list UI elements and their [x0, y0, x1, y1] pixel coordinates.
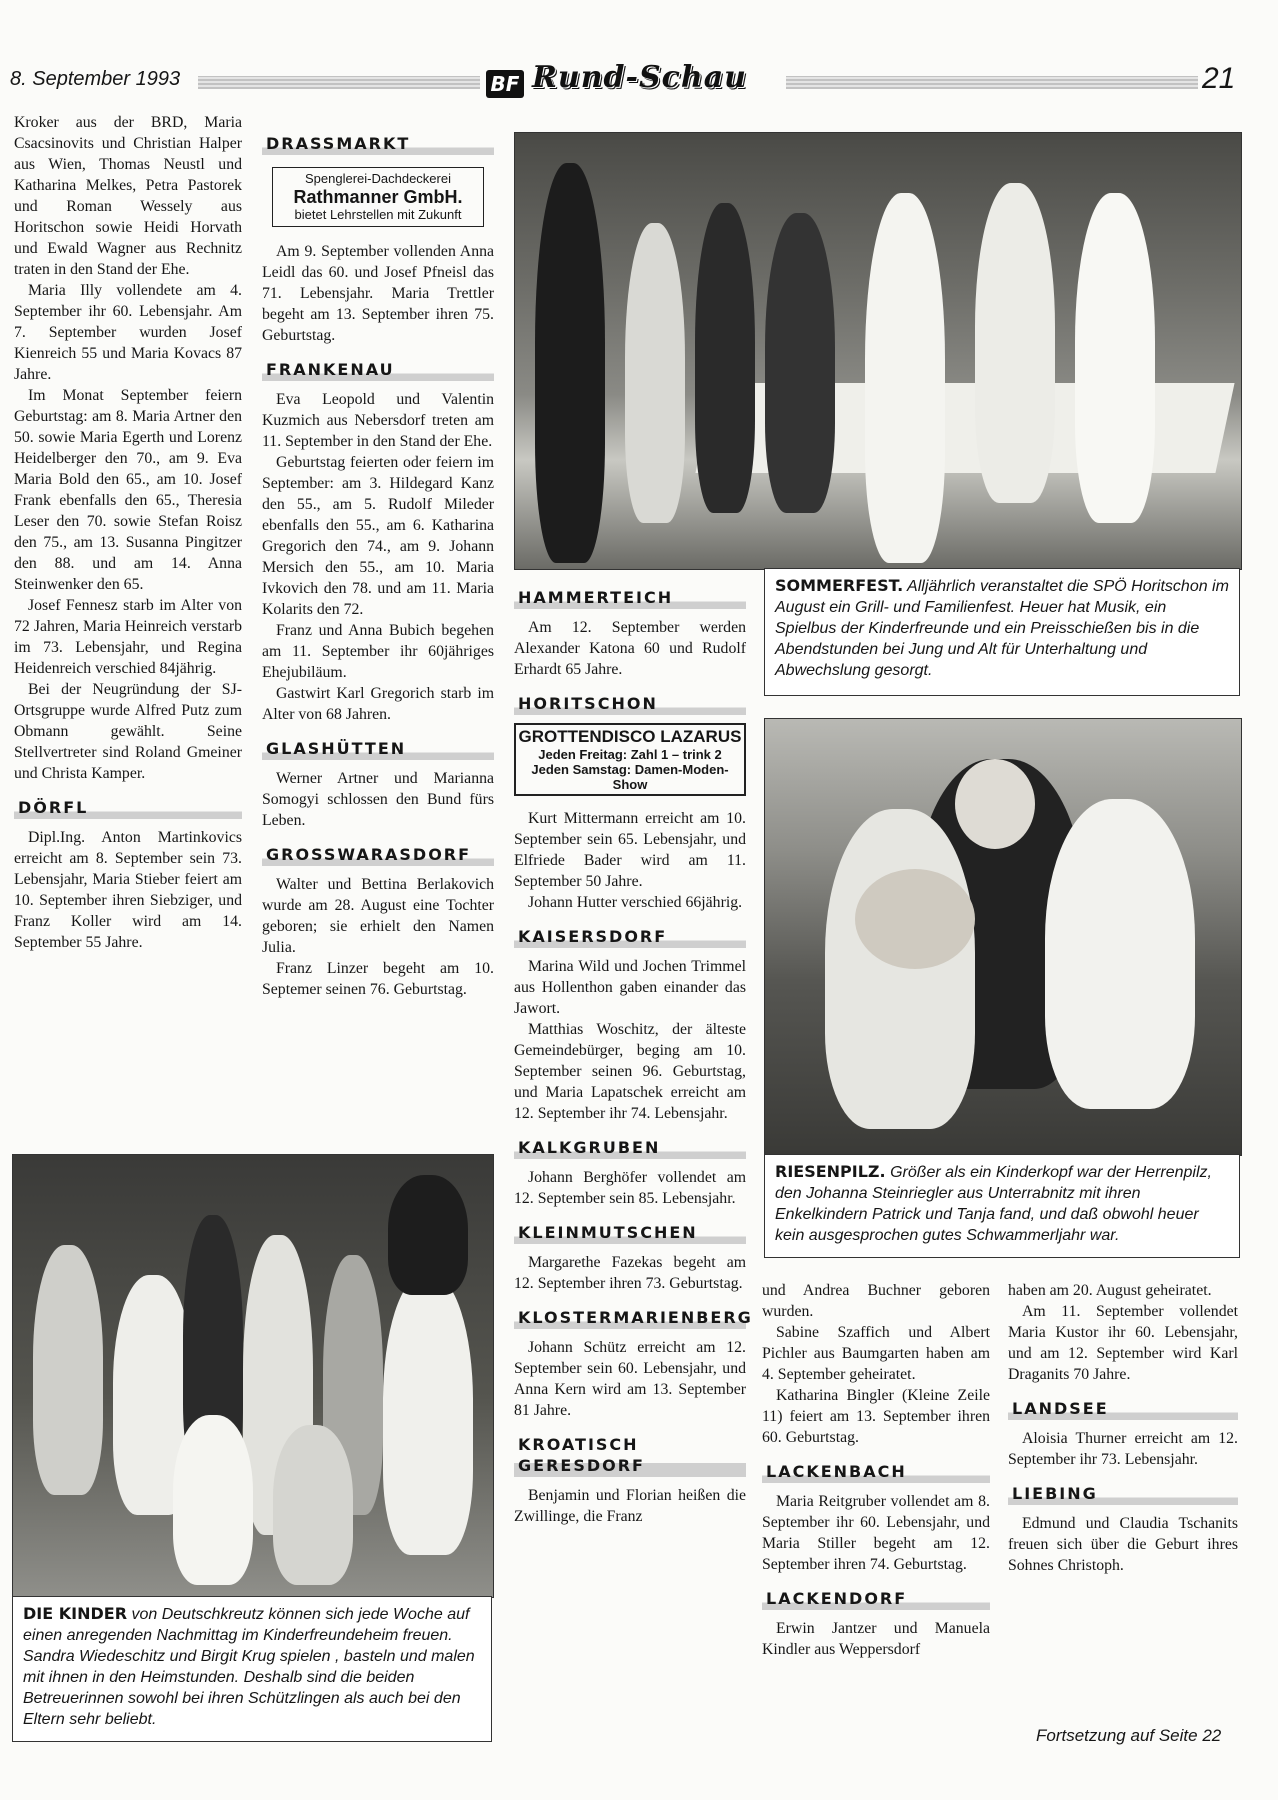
heading-landsee: LANDSEE — [1008, 1395, 1238, 1420]
heading-glashuetten: GLASHÜTTEN — [262, 735, 494, 760]
heading-lackendorf: LACKENDORF — [762, 1585, 990, 1610]
col4-p1: und Andrea Buchner geboren wurden. — [762, 1282, 990, 1320]
col3-p4: Marina Wild und Jochen Trimmel aus Hollenthon gaben einander das Jawort. — [514, 958, 746, 1017]
photo-sommerfest-person-5 — [865, 193, 945, 563]
col3-p5: Matthias Woschitz, der älteste Gemeindebürger, beging am 10. September seinen 96. Geburtstag, und Maria Lapatschek erreicht am 12. September ihr 74. Lebensjahr. — [514, 1021, 746, 1122]
caption-riesenpilz — [764, 1154, 1240, 1258]
ad-grottendisco-line1: GROTTENDISCO LAZARUS — [518, 727, 742, 746]
col1-p6: Dipl.Ing. Anton Martinkovics erreicht am 8. September sein 73. Lebensjahr, Maria Stieber feiert am 10. September ihren Siebziger, und Franz Koller wird am 14. September 55 Jahre. — [14, 829, 242, 951]
photo-riesenpilz-mushroom — [855, 869, 975, 969]
heading-hammerteich: HAMMERTEICH — [514, 584, 746, 609]
ad-rathmanner-line3: bietet Lehrstellen mit Zukunft — [294, 207, 462, 222]
heading-liebing: LIEBING — [1008, 1480, 1238, 1505]
col1-p1: Kroker aus der BRD, Maria Csacsinovits und Christian Halper aus Wien, Thomas Neustl und Katharina Melkes, Petra Pastorek und Roman Wessely aus Horitschon sowie Heidi Horvath und Ewald Wagner aus Rechnitz traten in den Stand der Ehe. — [14, 114, 242, 278]
heading-horitschon: HORITSCHON — [514, 690, 746, 715]
col3-p3: Johann Hutter verschied 66jährig. — [528, 894, 743, 911]
caption-kinder — [12, 1596, 492, 1742]
col3-p2: Kurt Mittermann erreicht am 10. September sein 65. Lebensjahr, und Elfriede Bader wird am 11. September 50 Jahre. — [514, 810, 746, 890]
photo-sommerfest-person-7 — [1075, 193, 1155, 523]
heading-kaisersdorf: KAISERSDORF — [514, 923, 746, 948]
ad-grottendisco-line3: Jeden Samstag: Damen-Moden-Show — [531, 762, 729, 792]
continued-note: Fortsetzung auf Seite 22 — [1036, 1726, 1222, 1745]
bf-logo-text: BF — [490, 72, 520, 96]
page-number: 21 — [1202, 62, 1236, 95]
column-3 — [514, 584, 753, 1527]
photo-sommerfest-person-6 — [975, 183, 1055, 503]
column-5 — [1008, 1280, 1238, 1576]
col3-p1: Am 12. September werden Alexander Katona 60 und Rudolf Erhardt 65 Jahre. — [514, 619, 746, 678]
heading-lackenbach: LACKENBACH — [762, 1458, 990, 1483]
heading-klostermarienberg: KLOSTERMARIENBERG — [514, 1304, 746, 1329]
photo-riesenpilz-woman-face — [955, 759, 1035, 849]
photo-kinder-figure-6 — [383, 1275, 473, 1555]
caption-sommerfest-text: Alljährlich veranstaltet die SPÖ Horitschon im August ein Grill- und Familienfest. Heuer hat Musik, ein Spielbus der Kinderfreunde und ein Preisschießen bis in die Abendstunden bei Jung und Alt für Unterhaltung und Abwechslung gesorgt. — [775, 578, 1229, 679]
col1-p5: Bei der Neugründung der SJ-Ortsgruppe wurde Alfred Putz zum Obmann gewählt. Seine Stellvertreter sind Roland Gmeiner und Christa Kamper. — [14, 681, 242, 782]
col5-p2: Am 11. September vollendet Maria Kustor ihr 60. Lebensjahr, und am 12. September wird Karl Draganits 70 Jahre. — [1008, 1303, 1238, 1383]
ad-grottendisco — [514, 723, 746, 796]
heading-kroatisch-geresdorf: KROATISCH GERESDORF — [514, 1431, 746, 1477]
col2-p2: Eva Leopold und Valentin Kuzmich aus Nebersdorf treten am 11. September in den Stand der Ehe. — [262, 391, 494, 450]
caption-riesenpilz-lead: RIESENPILZ. — [775, 1162, 886, 1181]
col2-p8: Franz Linzer begeht am 10. Septemer seinen 76. Geburtstag. — [262, 960, 494, 998]
caption-sommerfest — [764, 568, 1240, 696]
col1-p4: Josef Fennesz starb im Alter von 72 Jahren, Maria Heinreich verstarb im 73. Lebensjahr, und Regina Heidenreich verschied 84jährig. — [14, 597, 242, 677]
col4-p5: Erwin Jantzer und Manuela Kindler aus Weppersdorf — [762, 1620, 990, 1658]
section-title: Rund-Schau — [532, 60, 747, 95]
photo-kinder — [12, 1154, 494, 1598]
ad-rathmanner-line1: Spenglerei-Dachdeckerei — [305, 171, 451, 186]
heading-kalkgruben: KALKGRUBEN — [514, 1134, 746, 1159]
photo-sommerfest-person-3 — [695, 203, 755, 513]
photo-sommerfest-person-4 — [765, 213, 835, 513]
photo-riesenpilz — [764, 718, 1242, 1156]
col5-p1: haben am 20. August geheiratet. — [1008, 1282, 1212, 1299]
column-2 — [262, 130, 494, 1000]
col2-p3: Geburtstag feierten oder feiern im September: am 3. Hildegard Kanz den 55., am 5. Rudolf Mileder ebenfalls den 55., am 6. Katharina Gregorich den 74., am 9. Johann Mersich den 55., am 10. Maria Ivkovich den 78. und am 11. Maria Kolarits den 72. — [262, 454, 494, 618]
caption-riesenpilz-text: Größer als ein Kinderkopf war der Herrenpilz, den Johanna Steinriegler aus Unterrabnitz mit ihren Enkelkindern Patrick und Tanja fand, und daß obwohl heuer kein ausgesprochen gutes Schwammerljahr war. — [775, 1164, 1212, 1244]
col3-p6: Johann Berghöfer vollendet am 12. September sein 85. Lebensjahr. — [514, 1169, 746, 1207]
photo-riesenpilz-boy — [825, 809, 975, 1129]
heading-grosswarasdorf: GROSSWARASDORF — [262, 841, 494, 866]
photo-riesenpilz-girl — [1045, 799, 1195, 1109]
col3-p9: Benjamin und Florian heißen die Zwillinge, die Franz — [514, 1487, 746, 1525]
col2-p7: Walter und Bettina Berlakovich wurde am 28. August eine Tochter geboren; sie erhielt den Namen Julia. — [262, 876, 494, 956]
col5-p3: Aloisia Thurner erreicht am 12. September ihr 73. Lebensjahr. — [1008, 1430, 1238, 1468]
photo-kinder-figure-8 — [173, 1415, 253, 1585]
col2-p1: Am 9. September vollenden Anna Leidl das 60. und Josef Pfneisl das 71. Lebensjahr. Maria Trettler begeht am 13. September ihren 75. Geburtstag. — [262, 243, 494, 344]
photo-kinder-figure-9 — [273, 1425, 353, 1585]
caption-kinder-lead: DIE KINDER — [23, 1604, 128, 1623]
photo-sommerfest-person-2 — [625, 223, 685, 523]
heading-doerfl: DÖRFL — [14, 794, 242, 819]
ad-grottendisco-line2: Jeden Freitag: Zahl 1 – trink 2 — [538, 747, 722, 762]
column-4 — [762, 1280, 990, 1660]
header-rule-right — [786, 76, 1198, 89]
col1-p2: Maria Illy vollendete am 4. September ihr 60. Lebensjahr. Am 7. September wurden Josef Kienreich 55 und Maria Kovacs 87 Jahre. — [14, 282, 242, 383]
col4-p2: Sabine Szaffich und Albert Pichler aus Baumgarten haben am 4. September geheiratet. — [762, 1324, 990, 1383]
heading-drassmarkt: DRASSMARKT — [262, 130, 494, 155]
column-1 — [14, 112, 242, 953]
photo-kinder-figure-7 — [388, 1175, 468, 1295]
header-rule-left — [198, 76, 480, 89]
caption-kinder-text: von Deutschkreutz können sich jede Woche auf einen anregenden Nachmittag im Kinderfreundeheim freuen. Sandra Wiedeschitz und Birgit Krug spielen , basteln und malen mit ihnen in den Heimstunden. Deshalb sind die beiden Betreuerinnen sowohl bei ihren Schützlingen als auch bei den Eltern sehr beliebt. — [23, 1606, 475, 1728]
ad-rathmanner — [272, 167, 484, 227]
col1-p3: Im Monat September feiern Geburtstag: am 8. Maria Artner den 50. sowie Maria Egerth und Lorenz Heidelberger den 70., am 9. Eva Maria Bold den 65., am 10. Josef Frank ebenfalls den 65., Theresia Leser den 70. sowie Stefan Roisz den 75., am 13. Susanna Pingitzer den 88. und am 14. Anna Steinwenker den 65. — [14, 387, 242, 593]
col3-p8: Johann Schütz erreicht am 12. September sein 60. Lebensjahr, und Anna Kern wird am 13. September 81 Jahre. — [514, 1339, 746, 1419]
col5-p4: Edmund und Claudia Tschanits freuen sich über die Geburt ihres Sohnes Christoph. — [1008, 1515, 1238, 1574]
col2-p5: Gastwirt Karl Gregorich starb im Alter von 68 Jahren. — [262, 685, 494, 723]
heading-frankenau: FRANKENAU — [262, 356, 494, 381]
photo-kinder-figure-1 — [33, 1245, 103, 1495]
bf-logo — [486, 70, 524, 98]
col3-p7: Margarethe Fazekas begeht am 12. September ihren 73. Geburtstag. — [514, 1254, 746, 1292]
col4-p3: Katharina Bingler (Kleine Zeile 11) feiert am 13. September ihren 60. Geburtstag. — [762, 1387, 990, 1446]
caption-sommerfest-lead: SOMMERFEST. — [775, 576, 904, 595]
col2-p4: Franz und Anna Bubich begehen am 11. September ihr 60jähriges Ehejubiläum. — [262, 622, 494, 681]
heading-kleinmutschen: KLEINMUTSCHEN — [514, 1219, 746, 1244]
photo-sommerfest — [514, 132, 1242, 570]
photo-sommerfest-person-1 — [535, 163, 605, 563]
header-date: 8. September 1993 — [10, 68, 181, 90]
col2-p6: Werner Artner und Marianna Somogyi schlossen den Bund fürs Leben. — [262, 770, 494, 829]
col4-p4: Maria Reitgruber vollendet am 8. September ihr 60. Lebensjahr, und Maria Stiller begeht am 12. September ihren 74. Geburtstag. — [762, 1493, 990, 1573]
ad-rathmanner-line2: Rathmanner GmbH. — [293, 187, 463, 207]
